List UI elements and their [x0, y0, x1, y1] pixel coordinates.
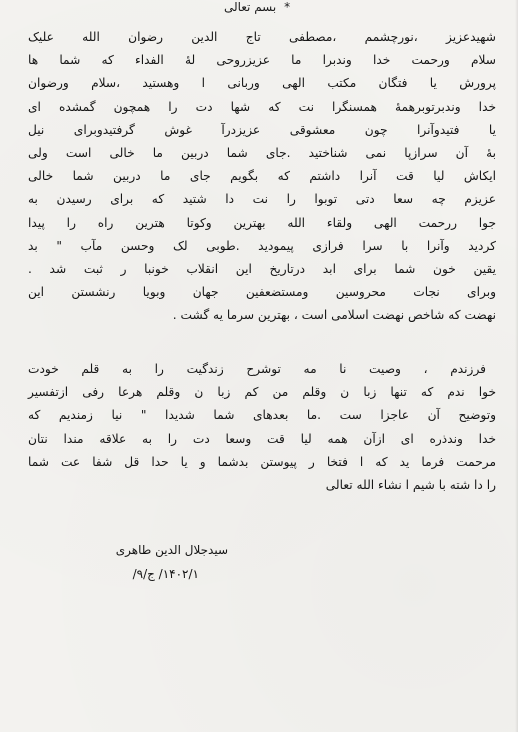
body-line: وبرای نجات محروسین ومستضعفین جهان وبویا رنشستن این	[28, 285, 496, 300]
body-line: عزیزم چه سعا دتی توبوا را نت دا شتید که برای رسیدن به	[28, 192, 496, 207]
signature-name: سیدجلال الدین طاهری	[115, 543, 228, 557]
letter-date: ۱۴۰۲/۱/ ج/۹/	[132, 567, 199, 581]
body-line: فرزندم ، وصیت نا مه توشرح زندگیت را به قلم خودت	[28, 362, 486, 376]
body-line: یا فتیدوآنرا چون معشوقی عزیزدرآ غوش گرفتیدوبرای نیل	[28, 122, 496, 137]
heading-text: بسم تعالی	[223, 0, 277, 14]
body-line: شهیدعزیز ،نورچشمم ،مصطفی تاج الدین رضوان الله علیک	[28, 30, 496, 44]
body-line: جوا ررحمت الهی ولقاء الله بهترین وکوتا هترین راه را پیدا	[28, 215, 496, 230]
body-line: نهضت که شاخص نهضت اسلامی است ، بهترین سرما یه گشت .	[172, 308, 496, 323]
body-line: خوا ندم که تنها زبا ن وقلم من کم زبا ن وقلم هرعا رفی ازتفسیر	[28, 385, 496, 400]
body-line: خدا وندذره ای ازآن همه لیا قت وسعا دت را به علاقه مندا نتان	[28, 431, 496, 446]
body-line: مرحمت فرما ید که ا فتخا ر پیوستن بدشما و یا حدا قل شفا عت شما	[28, 454, 496, 469]
body-line: کردید وآنرا با سرا فرازی پیمودید .طوبی لک وحسن مآب " بد	[28, 238, 496, 253]
body-line: پرورش یا فتگان مکتب الهی وربانی ا وهستید ،سلام ورضوان	[28, 76, 496, 91]
body-line: وتوضیح آن عاجزا ست .ما بعدهای شما شدیدا " نیا زمندیم که	[28, 408, 496, 423]
letter-body-paragraph-1	[28, 26, 496, 327]
body-line: بهٔ آن سرازپا نمی شناختید .جای شما دربین ما خالی است ولی	[28, 145, 496, 160]
star-mark: *	[284, 0, 291, 14]
body-line: خدا وندبرتوبرهمهٔ همسنگرا نت که شها دت را همچون گمشده ای	[28, 99, 496, 114]
body-line: ایکاش لیا قت آنرا داشتم که بگویم جای ما دربین شما خالی	[28, 169, 496, 184]
body-line: یقین خون شما برای ابد درتاریخ این انقلاب خونبا ر ثبت شد .	[28, 261, 496, 276]
body-line: را دا شته با شیم ا نشاء الله تعالی	[325, 477, 496, 492]
letter-heading	[0, 0, 518, 14]
body-line: سلام ورحمت خدا وندبرا ما عزیزروحی لهٔ الفداء که شما ها	[28, 53, 496, 68]
letter-body-paragraph-2	[28, 358, 496, 497]
